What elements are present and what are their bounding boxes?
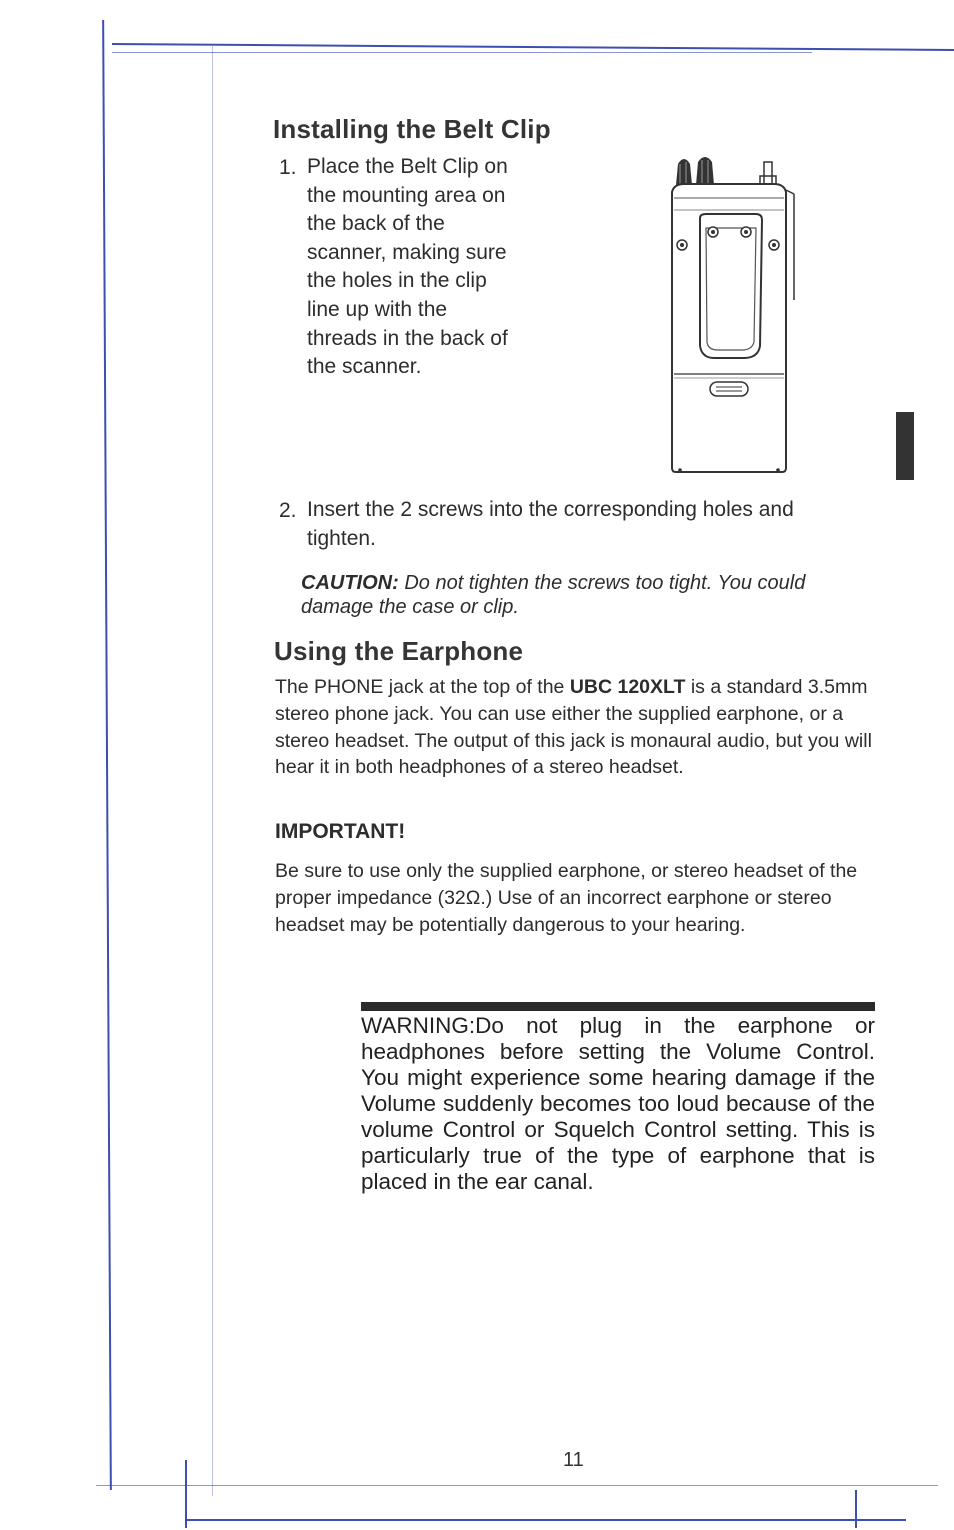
warning-bar: [361, 1002, 875, 1011]
page-number: 11: [563, 1449, 584, 1471]
bottom-border-line: [96, 1485, 938, 1486]
page-edge-tab: [896, 412, 914, 480]
top-border-line: [112, 43, 954, 51]
step-1-number: 1.: [279, 156, 297, 179]
earphone-paragraph: [275, 674, 875, 781]
caution-label: CAUTION:: [301, 572, 399, 594]
section-heading-earphone: Using the Earphone: [274, 636, 524, 666]
step-1-line: the scanner.: [307, 355, 422, 379]
important-paragraph: Be sure to use only the supplied earphone, or stereo headset of the proper impedance (32Ω.) Use of an incorrect earphone or stereo headset may be potentially dangerous to your hearing.: [275, 860, 858, 936]
left-border-line: [102, 20, 112, 1490]
step-1-line: the mounting area on: [307, 183, 506, 207]
step-2-text: Insert the 2 screws into the corresponding holes and tighten.: [307, 498, 794, 550]
caution-note: [301, 571, 871, 619]
scanner-belt-clip-illustration: [664, 150, 804, 480]
step-1-text: [307, 153, 627, 382]
step-1-line: threads in the back of: [307, 326, 508, 350]
step-1-line: line up with the: [307, 297, 448, 321]
inner-left-line: [212, 46, 213, 1496]
top-border-line-2: [112, 52, 812, 53]
caution-text: Do not tighten the screws too tight. You could damage the case or clip.: [301, 572, 806, 618]
step-1-line: scanner, making sure: [307, 240, 507, 264]
section-heading-belt-clip: Installing the Belt Clip: [273, 114, 551, 144]
important-label: IMPORTANT!: [275, 820, 406, 843]
step-1-line: the back of the: [307, 212, 445, 236]
bottom-right-vertical: [855, 1490, 857, 1528]
bottom-border-line-2: [186, 1519, 906, 1521]
step-1-line: Place the Belt Clip on: [307, 155, 508, 178]
model-name: UBC 120XLT: [569, 676, 686, 698]
earphone-paragraph-intro: The PHONE jack at the top of the: [275, 676, 570, 698]
bottom-left-vertical: [185, 1460, 187, 1528]
warning-text: WARNING:Do not plug in the earphone or headphones before setting the Volume Control. You might experience some hearing damage if the Volume suddenly becomes too loud because of the volume Control or Squelch Control setting. This is particularly true of the type of earphone that is placed in the ear canal.: [361, 1013, 875, 1194]
step-1-line: the holes in the clip: [307, 269, 487, 293]
earphone-paragraph-body: is a standard 3.5mm stereo phone jack. You can use either the supplied earphone, or a stereo headset. The output of this jack is monaural audio, but you will hear it in both headphones of a stereo headset.: [275, 676, 872, 779]
step-2-number: 2.: [279, 499, 297, 522]
